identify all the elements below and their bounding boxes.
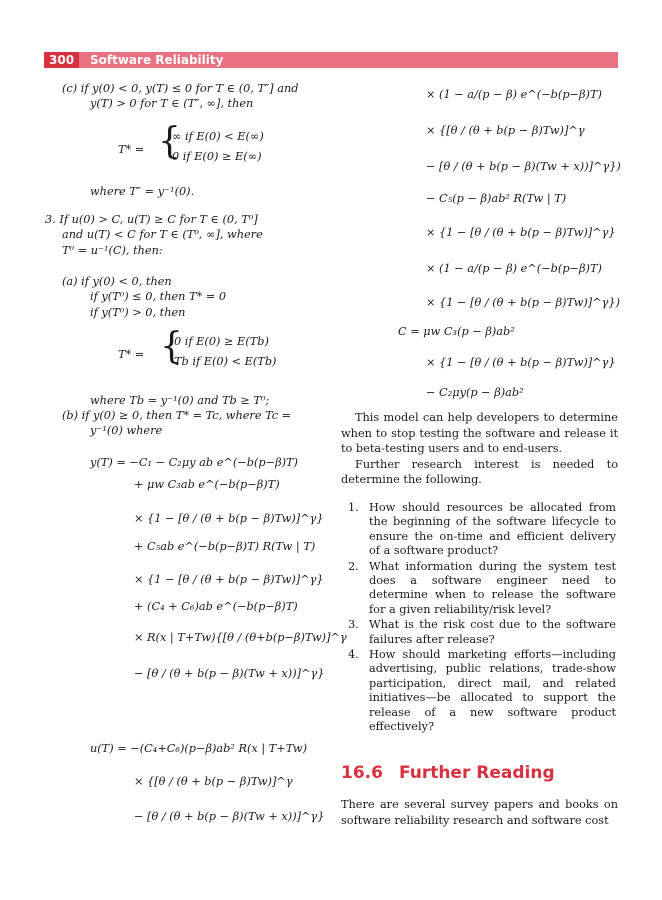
case-a-brace: { (160, 326, 183, 367)
item3-line1: 3. If u(0) > C, u(T) ≥ C for T ∈ (0, T⁰] (45, 213, 258, 226)
case-a-line3: if y(T⁰) > 0, then (90, 306, 186, 319)
case-c-tstar: T* = (118, 143, 145, 156)
running-header (0, 52, 662, 68)
r-eq-line7: × {1 − [θ / (θ + b(p − β)Tw)]^γ}) (426, 296, 621, 309)
right-paragraphs (341, 410, 618, 488)
y-eq-line7: × R(x | T+Tw){[θ / (θ+b(p−β)Tw)]^γ (134, 631, 347, 644)
case-b-line1: (b) if y(0) ≥ 0, then T* = Tc, where Tc = (62, 409, 292, 422)
r-eq-line3: − [θ / (θ + b(p − β)(Tw + x))]^γ}) (426, 160, 621, 173)
case-c-line1: (c) if y(0) < 0, y(T) ≤ 0 for T ∈ (0, T″] and (62, 82, 299, 95)
r-eq-line6: × (1 − a/(p − β) e^(−b(p−β)T) (426, 262, 602, 275)
r-eq-line1: × (1 − a/(p − β) e^(−b(p−β)T) (426, 88, 602, 101)
case-a-case2: Tb if E(0) < E(Tb) (174, 355, 277, 368)
r-eq-line8: C = μw C₃(p − β)ab² (398, 325, 515, 338)
page-number: 300 (44, 52, 79, 68)
section-title: Further Reading (398, 763, 555, 783)
r-eq-line9: × {1 − [θ / (θ + b(p − β)Tw)]^γ} (426, 356, 616, 369)
case-b-line2: y⁻¹(0) where (90, 424, 163, 437)
r-eq-line5: × {1 − [θ / (θ + b(p − β)Tw)]^γ} (426, 226, 616, 239)
y-eq-line1: y(T) = −C₁ − C₂μy ab e^(−b(p−β)T) (90, 456, 298, 469)
r-eq-line4: − C₅(p − β)ab² R(Tw | T) (426, 192, 567, 205)
case-c-line2: y(T) > 0 for T ∈ (T″, ∞], then (90, 97, 254, 110)
y-eq-line3: × {1 − [θ / (θ + b(p − β)Tw)]^γ} (134, 512, 324, 525)
list-item: 2. What information during the system test does a software engineer need to determine when to release the software for a given reliability/risk level? (348, 559, 616, 616)
running-title: Software Reliability (90, 53, 224, 67)
list-item: 3. What is the risk cost due to the software failures after release? (348, 618, 616, 646)
paragraph-model: This model can help developers to determine when to stop testing the software and release it to beta-testing users and to end-users. (341, 411, 618, 455)
case-a-line1: (a) if y(0) < 0, then (62, 275, 172, 288)
research-question-list (348, 501, 616, 736)
r-eq-line10: − C₂μy(p − β)ab² (426, 386, 524, 399)
item3-line2: and u(T) < C for T ∈ (T⁰, ∞], where (62, 228, 263, 241)
section-number: 16.6 (341, 763, 383, 783)
y-eq-line6: + (C₄ + C₆)ab e^(−b(p−β)T) (134, 600, 298, 613)
case-a-tstar: T* = (118, 348, 145, 361)
y-eq-line4: + C₅ab e^(−b(p−β)T) R(Tw | T) (134, 540, 316, 553)
section-heading (341, 763, 555, 783)
paragraph-research: Further research interest is needed to determine the following. (341, 457, 618, 486)
y-eq-line8: − [θ / (θ + b(p − β)(Tw + x))]^γ} (134, 667, 325, 680)
case-c-where: where T″ = y⁻¹(0). (90, 185, 195, 198)
case-a-where: where Tb = y⁻¹(0) and Tb ≥ T⁰; (90, 394, 270, 407)
list-item: 4. How should marketing efforts—including advertising, public relations, trade-show participation, direct mail, and related initiatives—be allocated to support the release of a new software product effectively? (348, 648, 616, 734)
case-c-case2: 0 if E(0) ≥ E(∞) (172, 150, 262, 163)
paragraph-further-reading: There are several survey papers and books on software reliability research and software cost (341, 798, 618, 827)
r-eq-line2: × {[θ / (θ + b(p − β)Tw)]^γ (426, 124, 585, 137)
item3-line3: T⁰ = u⁻¹(C), then: (62, 244, 163, 257)
u-eq-line1: u(T) = −(C₄+C₆)(p−β)ab² R(x | T+Tw) (90, 742, 307, 755)
case-c-brace: { (158, 121, 181, 162)
case-a-line2: if y(T⁰) ≤ 0, then T* = 0 (90, 290, 227, 303)
u-eq-line2: × {[θ / (θ + b(p − β)Tw)]^γ (134, 775, 293, 788)
y-eq-line5: × {1 − [θ / (θ + b(p − β)Tw)]^γ} (134, 573, 324, 586)
y-eq-line2: + μw C₃ab e^(−b(p−β)T) (134, 478, 280, 491)
list-item: 1. How should resources be allocated from the beginning of the software lifecycle to ensure the on-time and efficient delivery of a software product? (348, 501, 616, 558)
case-c-case1: ∞ if E(0) < E(∞) (172, 130, 264, 143)
u-eq-line3: − [θ / (θ + b(p − β)(Tw + x))]^γ} (134, 810, 325, 823)
case-a-case1: 0 if E(0) ≥ E(Tb) (174, 335, 269, 348)
